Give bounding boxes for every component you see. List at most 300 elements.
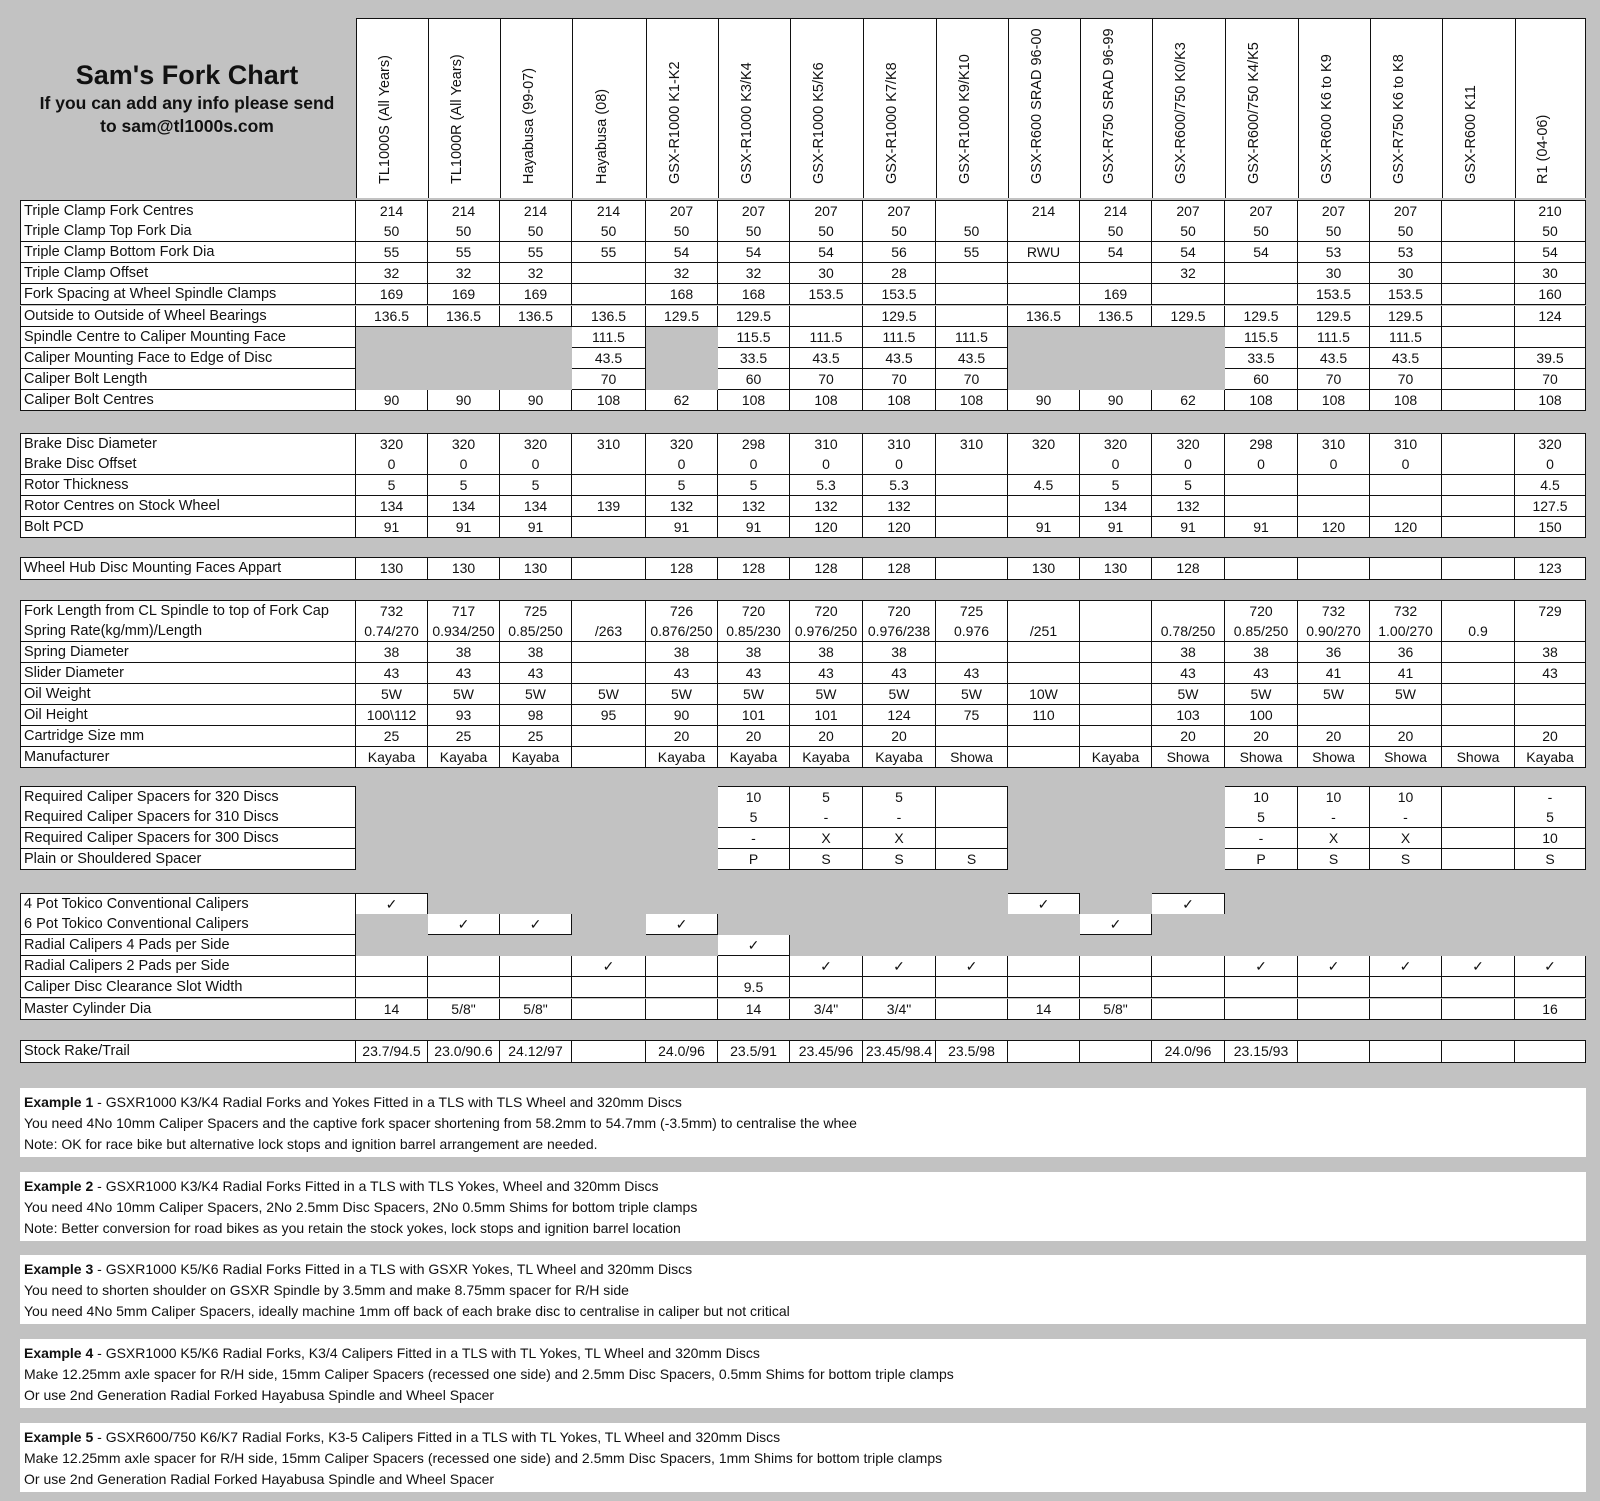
table-cell: 43.5 <box>1298 348 1370 369</box>
table-cell <box>356 327 428 348</box>
column-header <box>572 18 646 198</box>
table-cell: 30 <box>1515 263 1586 284</box>
table-cell <box>1442 348 1515 369</box>
column-header <box>1080 18 1152 198</box>
table-cell <box>572 600 646 623</box>
table-cell <box>936 786 1008 809</box>
column-header-label: GSX-R1000 K7/K8 <box>884 62 900 184</box>
table-cell <box>1008 369 1080 390</box>
table-cell <box>572 914 646 935</box>
table-cell: 120 <box>790 517 863 538</box>
table-cell <box>646 849 718 870</box>
row-label: Required Caliper Spacers for 310 Discs <box>20 807 356 828</box>
table-cell: 130 <box>428 557 500 580</box>
row-label: Radial Calipers 4 Pads per Side <box>20 935 356 956</box>
table-cell: 5/8" <box>500 999 572 1020</box>
table-cell <box>718 956 790 977</box>
table-cell <box>1298 705 1370 726</box>
check-mark-icon: ✓ <box>646 914 718 935</box>
table-cell: 720 <box>718 600 790 623</box>
table-cell: 0 <box>356 454 428 475</box>
table-cell: 10 <box>1515 828 1586 849</box>
table-cell <box>572 1040 646 1063</box>
table-cell <box>1008 263 1080 284</box>
table-cell <box>1442 828 1515 849</box>
table-cell: 91 <box>1225 517 1298 538</box>
table-cell <box>1152 600 1225 623</box>
table-cell: 110 <box>1008 705 1080 726</box>
table-cell: 5W <box>863 684 936 705</box>
table-cell: 128 <box>646 557 718 580</box>
table-cell <box>1442 642 1515 663</box>
column-header-label: GSX-R600 SRAD 96-00 <box>1028 28 1045 184</box>
table-cell: 111.5 <box>936 327 1008 348</box>
table-cell: 3/4" <box>863 999 936 1020</box>
table-cell <box>572 454 646 475</box>
table-cell <box>646 369 718 390</box>
table-cell: 38 <box>718 642 790 663</box>
table-cell <box>1370 496 1442 517</box>
table-cell: 153.5 <box>1298 284 1370 305</box>
table-cell: 24.0/96 <box>1152 1040 1225 1063</box>
table-cell <box>936 999 1008 1020</box>
table-cell: 91 <box>646 517 718 538</box>
column-header-label: Hayabusa (99-07) <box>520 67 537 184</box>
table-cell: Showa <box>1298 747 1370 768</box>
table-cell: 320 <box>1152 433 1225 456</box>
table-cell <box>1152 284 1225 305</box>
table-cell: - <box>790 807 863 828</box>
row-label: Triple Clamp Top Fork Dia <box>20 221 356 242</box>
table-cell <box>428 935 500 956</box>
table-cell: 32 <box>646 263 718 284</box>
table-cell: 0 <box>863 454 936 475</box>
table-cell: 5W <box>1370 684 1442 705</box>
table-cell <box>1515 621 1586 642</box>
table-cell <box>1515 893 1586 916</box>
table-cell <box>500 369 572 390</box>
table-cell <box>1298 914 1370 935</box>
table-cell <box>646 348 718 369</box>
table-cell: 128 <box>1152 557 1225 580</box>
table-cell <box>1080 663 1152 684</box>
table-cell <box>646 327 718 348</box>
table-cell <box>356 956 428 977</box>
table-cell <box>500 935 572 956</box>
table-cell: 111.5 <box>863 327 936 348</box>
row-label: Rotor Thickness <box>20 475 356 496</box>
table-cell <box>1008 956 1080 977</box>
table-cell: 139 <box>572 496 646 517</box>
table-cell <box>863 977 936 998</box>
table-cell <box>572 807 646 828</box>
table-cell: - <box>1515 786 1586 809</box>
table-cell <box>936 263 1008 284</box>
table-cell: Showa <box>1152 747 1225 768</box>
table-cell: 310 <box>863 433 936 456</box>
column-header-label: Hayabusa (08) <box>593 88 610 184</box>
row-label: Oil Weight <box>20 684 356 705</box>
table-cell: 214 <box>572 200 646 223</box>
table-cell <box>500 327 572 348</box>
table-cell: 43.5 <box>863 348 936 369</box>
table-cell: 320 <box>500 433 572 456</box>
table-cell: 24.0/96 <box>646 1040 718 1063</box>
table-cell: 5W <box>718 684 790 705</box>
table-cell: 70 <box>1370 369 1442 390</box>
table-cell: 128 <box>863 557 936 580</box>
table-cell <box>1442 200 1515 223</box>
table-cell: 23.5/91 <box>718 1040 790 1063</box>
table-cell <box>428 807 500 828</box>
table-cell <box>428 369 500 390</box>
table-cell <box>1298 496 1370 517</box>
table-cell <box>1442 242 1515 263</box>
table-cell: 43 <box>1515 663 1586 684</box>
check-mark-icon: ✓ <box>1298 956 1370 977</box>
row-label: Cartridge Size mm <box>20 726 356 747</box>
table-cell: 129.5 <box>1152 306 1225 327</box>
table-cell: 124 <box>1515 306 1586 327</box>
table-cell <box>936 200 1008 223</box>
table-cell: P <box>1225 849 1298 870</box>
table-cell: S <box>863 849 936 870</box>
column-header-label: R1 (04-06) <box>1534 114 1551 184</box>
table-cell <box>936 517 1008 538</box>
table-cell <box>863 893 936 916</box>
table-cell: Showa <box>1442 747 1515 768</box>
table-cell: 0 <box>1152 454 1225 475</box>
table-cell: 0 <box>718 454 790 475</box>
table-cell: 38 <box>863 642 936 663</box>
table-cell <box>1008 496 1080 517</box>
table-cell <box>1442 684 1515 705</box>
table-cell: 30 <box>790 263 863 284</box>
table-cell: X <box>863 828 936 849</box>
table-cell: 32 <box>428 263 500 284</box>
table-cell: 62 <box>1152 390 1225 411</box>
table-cell: 214 <box>1080 200 1152 223</box>
table-cell <box>1442 496 1515 517</box>
table-cell: 111.5 <box>1298 327 1370 348</box>
table-cell: 153.5 <box>863 284 936 305</box>
table-cell <box>1515 935 1586 956</box>
table-cell: 136.5 <box>1080 306 1152 327</box>
table-cell: 50 <box>572 221 646 242</box>
table-cell: 0 <box>790 454 863 475</box>
table-cell: 60 <box>1225 369 1298 390</box>
table-cell: 120 <box>1298 517 1370 538</box>
table-cell: 214 <box>356 200 428 223</box>
table-cell: 168 <box>718 284 790 305</box>
check-mark-icon: ✓ <box>428 914 500 935</box>
table-cell <box>572 977 646 998</box>
table-cell <box>646 999 718 1020</box>
column-header <box>1442 18 1515 198</box>
table-cell <box>1008 807 1080 828</box>
table-cell <box>572 849 646 870</box>
table-cell: 32 <box>1152 263 1225 284</box>
table-cell: 136.5 <box>428 306 500 327</box>
table-cell <box>1008 935 1080 956</box>
column-header <box>1515 18 1586 198</box>
table-cell <box>1442 726 1515 747</box>
column-header-label: GSX-R750 SRAD 96-99 <box>1100 28 1117 184</box>
table-cell: 20 <box>646 726 718 747</box>
column-header <box>1152 18 1225 198</box>
table-cell: 5 <box>863 786 936 809</box>
table-cell: 43.5 <box>936 348 1008 369</box>
table-cell <box>646 828 718 849</box>
table-cell <box>1442 1040 1515 1063</box>
table-cell: 50 <box>356 221 428 242</box>
table-cell: 108 <box>1225 390 1298 411</box>
table-cell: 207 <box>863 200 936 223</box>
table-cell <box>500 348 572 369</box>
table-cell: 55 <box>356 242 428 263</box>
table-cell: 130 <box>1080 557 1152 580</box>
table-cell: 5 <box>646 475 718 496</box>
table-cell: 310 <box>936 433 1008 456</box>
table-cell: 0.876/250 <box>646 621 718 642</box>
table-cell: 5W <box>356 684 428 705</box>
example-title: - GSXR1000 K5/K6 Radial Forks Fitted in a TLS with GSXR Yokes, TL Wheel and 320mm Discs <box>93 1261 693 1277</box>
table-cell <box>936 454 1008 475</box>
table-cell: 0 <box>1515 454 1586 475</box>
table-cell <box>572 893 646 916</box>
table-cell: 43 <box>428 663 500 684</box>
table-cell: 90 <box>500 390 572 411</box>
table-cell: 4.5 <box>1008 475 1080 496</box>
table-cell: 54 <box>1515 242 1586 263</box>
row-label: Manufacturer <box>20 747 356 768</box>
table-cell <box>428 893 500 916</box>
table-cell: 90 <box>428 390 500 411</box>
table-cell: Showa <box>1370 747 1442 768</box>
table-cell: 10 <box>1370 786 1442 809</box>
table-cell <box>500 956 572 977</box>
column-header-label: GSX-R600/750 K0/K3 <box>1173 42 1189 184</box>
column-header-label: GSX-R1000 K1-K2 <box>666 61 683 184</box>
table-cell: 5 <box>718 807 790 828</box>
table-cell: 111.5 <box>1370 327 1442 348</box>
table-cell: 10W <box>1008 684 1080 705</box>
row-label: Plain or Shouldered Spacer <box>20 849 356 870</box>
table-cell: 5.3 <box>863 475 936 496</box>
table-cell: 43 <box>1225 663 1298 684</box>
table-cell: 0.78/250 <box>1152 621 1225 642</box>
table-cell: 136.5 <box>500 306 572 327</box>
table-cell: 5W <box>1152 684 1225 705</box>
column-header <box>1225 18 1298 198</box>
column-header-label: TL1000S (All Years) <box>376 55 393 184</box>
table-cell <box>1442 786 1515 809</box>
table-cell: 60 <box>718 369 790 390</box>
table-cell: 5 <box>428 475 500 496</box>
row-label: Triple Clamp Fork Centres <box>20 200 356 223</box>
table-cell <box>1442 557 1515 580</box>
table-cell: - <box>1370 807 1442 828</box>
table-cell <box>1298 475 1370 496</box>
table-cell <box>500 893 572 916</box>
table-cell: 720 <box>790 600 863 623</box>
table-cell <box>1442 935 1515 956</box>
column-header-label: GSX-R750 K6 to K8 <box>1390 54 1407 184</box>
table-cell: 70 <box>572 369 646 390</box>
table-cell: 720 <box>1225 600 1298 623</box>
check-mark-icon: ✓ <box>790 956 863 977</box>
table-cell: 43 <box>500 663 572 684</box>
table-cell: 732 <box>1370 600 1442 623</box>
table-cell: 25 <box>428 726 500 747</box>
table-cell: 725 <box>500 600 572 623</box>
table-cell <box>572 517 646 538</box>
check-mark-icon: ✓ <box>500 914 572 935</box>
column-header <box>718 18 790 198</box>
table-cell <box>1008 348 1080 369</box>
table-cell: 214 <box>1008 200 1080 223</box>
table-cell: Kayaba <box>863 747 936 768</box>
table-cell: 32 <box>500 263 572 284</box>
table-cell: 0.85/250 <box>500 621 572 642</box>
table-cell: 169 <box>428 284 500 305</box>
table-cell: 5W <box>1298 684 1370 705</box>
table-cell: 0 <box>1080 454 1152 475</box>
table-cell <box>356 348 428 369</box>
table-cell: 5 <box>1080 475 1152 496</box>
table-cell: 108 <box>790 390 863 411</box>
table-cell <box>1442 849 1515 870</box>
table-cell: 134 <box>356 496 428 517</box>
table-cell <box>1442 999 1515 1020</box>
table-cell: Kayaba <box>500 747 572 768</box>
table-cell <box>572 786 646 809</box>
table-cell <box>1080 786 1152 809</box>
table-cell: 720 <box>863 600 936 623</box>
row-label: 4 Pot Tokico Conventional Calipers <box>20 893 356 916</box>
table-cell: 0 <box>500 454 572 475</box>
column-header <box>1298 18 1370 198</box>
table-cell: 120 <box>863 517 936 538</box>
table-cell <box>572 263 646 284</box>
table-cell: X <box>790 828 863 849</box>
table-cell: 75 <box>936 705 1008 726</box>
table-cell: Kayaba <box>428 747 500 768</box>
table-cell <box>1080 893 1152 916</box>
table-cell: 136.5 <box>572 306 646 327</box>
example-line: Note: Better conversion for road bikes as you retain the stock yokes, lock stops and ignition barrel location <box>24 1220 681 1236</box>
table-cell: 298 <box>1225 433 1298 456</box>
table-cell: 169 <box>500 284 572 305</box>
table-cell <box>1152 327 1225 348</box>
table-cell: 38 <box>1152 642 1225 663</box>
table-cell: 207 <box>1298 200 1370 223</box>
table-cell: Showa <box>936 747 1008 768</box>
column-header <box>646 18 718 198</box>
table-cell: 33.5 <box>718 348 790 369</box>
table-cell <box>1442 977 1515 998</box>
table-cell: 43 <box>1152 663 1225 684</box>
table-cell: 5 <box>718 475 790 496</box>
table-cell: 32 <box>718 263 790 284</box>
table-cell: 320 <box>646 433 718 456</box>
table-cell <box>646 956 718 977</box>
table-cell: 25 <box>356 726 428 747</box>
table-cell: 30 <box>1298 263 1370 284</box>
table-cell <box>1370 914 1442 935</box>
table-cell: 129.5 <box>718 306 790 327</box>
table-cell: 130 <box>500 557 572 580</box>
table-cell: 320 <box>1080 433 1152 456</box>
table-cell <box>1515 1040 1586 1063</box>
table-cell: 103 <box>1152 705 1225 726</box>
table-cell: 0.85/250 <box>1225 621 1298 642</box>
table-cell: 20 <box>718 726 790 747</box>
table-cell: 320 <box>356 433 428 456</box>
table-cell <box>1080 684 1152 705</box>
table-cell: 93 <box>428 705 500 726</box>
table-cell: 136.5 <box>356 306 428 327</box>
example-line: You need 4No 10mm Caliper Spacers, 2No 2.5mm Disc Spacers, 2No 0.5mm Shims for bottom triple clamps <box>24 1199 698 1215</box>
table-cell: 134 <box>428 496 500 517</box>
table-cell <box>936 726 1008 747</box>
row-label: Wheel Hub Disc Mounting Faces Appart <box>20 557 356 580</box>
table-cell: 0 <box>428 454 500 475</box>
table-cell <box>572 747 646 768</box>
table-cell <box>500 977 572 998</box>
table-cell: 5W <box>500 684 572 705</box>
table-cell: 38 <box>790 642 863 663</box>
table-cell: S <box>1515 849 1586 870</box>
table-cell: 127.5 <box>1515 496 1586 517</box>
check-mark-icon: ✓ <box>572 956 646 977</box>
table-cell <box>1152 786 1225 809</box>
table-cell <box>1225 496 1298 517</box>
table-cell <box>356 786 428 809</box>
table-cell <box>1008 1040 1080 1063</box>
table-cell: 23.45/96 <box>790 1040 863 1063</box>
table-cell <box>1370 977 1442 998</box>
table-cell <box>1080 327 1152 348</box>
table-cell <box>356 849 428 870</box>
table-cell: 50 <box>646 221 718 242</box>
subtitle-line-2: to sam@tl1000s.com <box>100 116 274 136</box>
table-cell <box>572 642 646 663</box>
example-line: Or use 2nd Generation Radial Forked Hayabusa Spindle and Wheel Spacer <box>24 1471 495 1487</box>
table-cell: 23.7/94.5 <box>356 1040 428 1063</box>
table-cell: 56 <box>863 242 936 263</box>
table-cell: 160 <box>1515 284 1586 305</box>
table-cell <box>356 935 428 956</box>
table-cell: 726 <box>646 600 718 623</box>
table-cell: 3/4" <box>790 999 863 1020</box>
table-cell <box>1370 893 1442 916</box>
table-cell: 108 <box>1298 390 1370 411</box>
table-cell: S <box>790 849 863 870</box>
table-cell <box>428 828 500 849</box>
table-cell: 134 <box>1080 496 1152 517</box>
table-cell <box>1370 999 1442 1020</box>
table-cell: 207 <box>1225 200 1298 223</box>
table-cell <box>1080 348 1152 369</box>
row-label: 6 Pot Tokico Conventional Calipers <box>20 914 356 935</box>
table-cell: 5 <box>356 475 428 496</box>
example-line: You need to shorten shoulder on GSXR Spindle by 3.5mm and make 8.75mm spacer for R/H side <box>24 1282 629 1298</box>
table-cell: 43 <box>863 663 936 684</box>
table-cell: 5 <box>1152 475 1225 496</box>
table-cell: 128 <box>790 557 863 580</box>
table-cell: 207 <box>1152 200 1225 223</box>
